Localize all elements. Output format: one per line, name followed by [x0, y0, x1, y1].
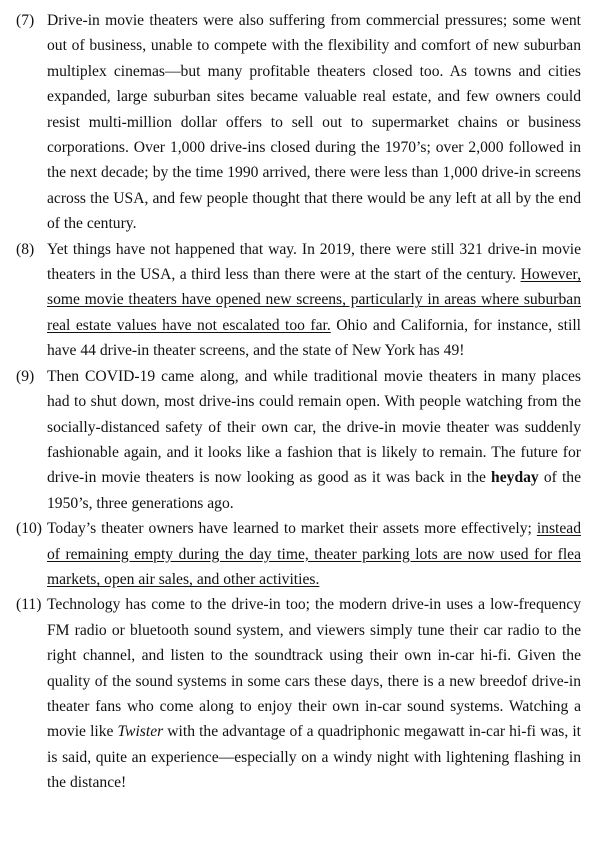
paragraph-text: Technology has come to the drive-in too; the modern drive-in uses a low-frequency FM radio or bluetooth sound system, and viewers simply tune their car radio to the right channel, and listen to the soundtrack using their own in-car hi-fi. Given the quality of the sound systems in some cars these days, there is a new breedof drive-in theater fans who come along to enjoy their own in-car sound systems. Watching a movie like [47, 596, 581, 741]
bold-word: heyday [491, 469, 539, 487]
paragraph-number: (8) [16, 240, 35, 258]
paragraph-11 [16, 592, 581, 795]
paragraph-8 [16, 237, 581, 364]
italic-title: Twister [117, 723, 164, 741]
paragraph-text: Today’s theater owners have learned to market their assets more effectively; [47, 520, 537, 538]
paragraph-number: (9) [16, 367, 35, 385]
paragraph-text: Ohio and California, for instance, still have 44 drive-in theater screens, and the state of New York has 49! [47, 316, 581, 360]
underlined-sentence: instead of remaining empty during the day time, theater parking lots are now used for flea markets, open air sales, and other activities. [47, 520, 581, 588]
paragraph-number: (7) [16, 12, 35, 29]
paragraph-7 [16, 8, 581, 237]
paragraph-text: Yet things have not happened that way. In 2019, there were still 321 drive-in movie theaters in the USA, a third less than there were at the start of the century. [47, 240, 581, 284]
paragraph-10 [16, 516, 581, 592]
paragraph-number: (11) [16, 596, 42, 614]
paragraph-text: with the advantage of a quadriphonic megawatt in-car hi-fi was, it is said, quite an experience—especially on a windy night with lightening flashing in the distance! [47, 723, 581, 792]
paragraph-number: (10) [16, 520, 42, 538]
paragraph-text: of the 1950’s, three generations ago. [47, 469, 581, 512]
underlined-sentence: However, some movie theaters have opened new screens, particularly in areas where suburban real estate values have not escalated too far. [47, 266, 581, 334]
paragraph-text: Drive-in movie theaters were also suffering from commercial pressures; some went out of business, unable to compete with the flexibility and comfort of new suburban multiplex cinemas—but many profitable theaters closed too. As towns and cities expanded, large suburban sites became valuable real estate, and few owners could resist multi-million dollar offers to sell out to supermarket chains or business corporations. Over 1,000 drive-ins closed during the 1970’s; over 2,000 followed in the next decade; by the time 1990 arrived, there were less than 1,000 drive-in screens across the USA, and few people thought that there would be any left at all by the end of the century. [47, 12, 581, 233]
paragraph-text: Then COVID-19 came along, and while traditional movie theaters in many places had to shut down, most drive-ins could remain open. With people watching from the socially-distanced safety of their own car, the drive-in movie theater was suddenly fashionable again, and it looks like a fashion that is likely to remain. The future for drive-in movie theaters is now looking as good as it was back in the [47, 367, 581, 487]
paragraph-9 [16, 364, 581, 516]
